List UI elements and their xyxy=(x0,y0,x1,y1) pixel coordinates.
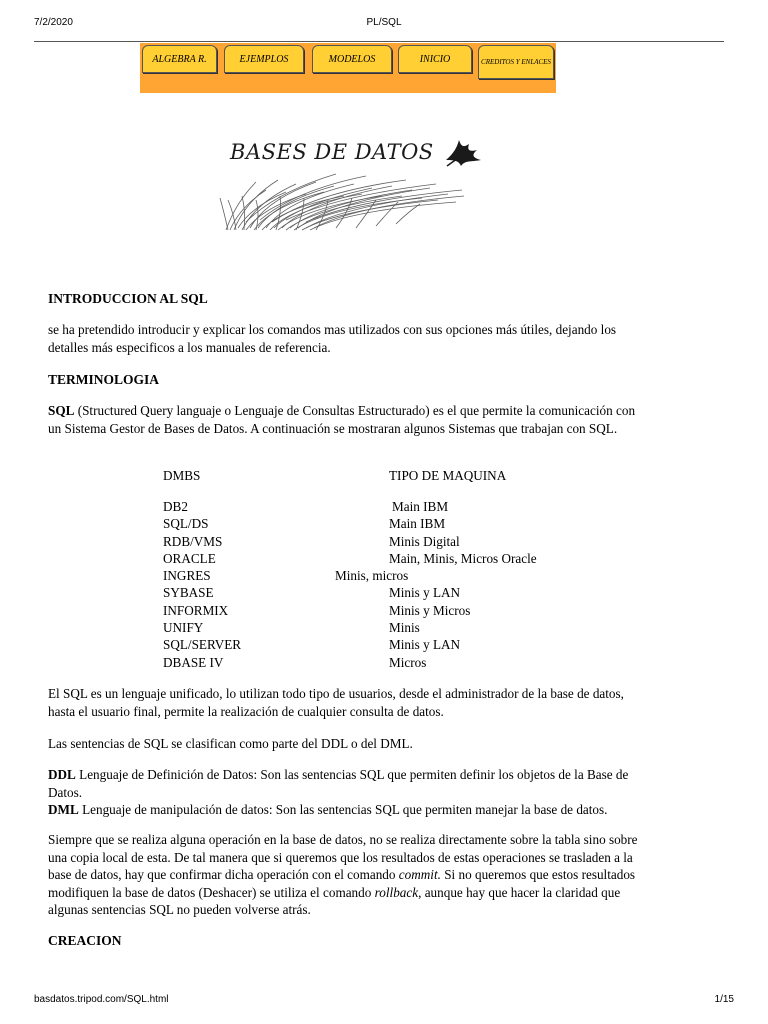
table-row xyxy=(163,619,643,636)
ddl-term: DDL xyxy=(48,767,76,782)
tab-algebra[interactable] xyxy=(142,45,217,73)
cell-dbms: UNIFY xyxy=(163,620,204,636)
tab-modelos[interactable] xyxy=(312,45,392,73)
cell-tipo: Minis Digital xyxy=(389,533,460,549)
commit-paragraph xyxy=(48,831,648,919)
cell-tipo: Main, Minis, Micros Oracle xyxy=(389,550,537,566)
table-row xyxy=(163,550,643,567)
cell-dbms: DB2 xyxy=(163,499,188,514)
cell-tipo: Minis y LAN xyxy=(389,637,461,653)
print-date: 7/2/2020 xyxy=(34,17,73,28)
header-rule xyxy=(34,41,724,42)
table-row xyxy=(163,602,643,619)
tab-label: MODELOS xyxy=(328,53,376,65)
sql-paragraph xyxy=(48,402,648,437)
cell-tipo: Main IBM xyxy=(389,516,446,532)
unified-paragraph: El SQL es un lenguaje unificado, lo utilizan todo tipo de usuarios, desde el administrador de la base de datos, hasta el usuario final, permite la realización de cualquier consulta de datos. xyxy=(48,686,624,719)
table-row xyxy=(163,498,643,515)
tab-inicio[interactable] xyxy=(398,45,472,73)
table-row xyxy=(163,515,643,532)
footer-url: basdatos.tripod.com/SQL.html xyxy=(34,994,169,1005)
heading-creacion: CREACION xyxy=(48,933,122,948)
col-header-dbms: DMBS xyxy=(163,468,201,483)
cell-dbms: ORACLE xyxy=(163,550,216,566)
print-title: PL/SQL xyxy=(366,17,402,28)
cell-tipo: Minis y Micros xyxy=(389,602,471,618)
cell-tipo: Main IBM xyxy=(392,499,449,514)
nav-bar xyxy=(140,43,556,93)
sql-term: SQL xyxy=(48,403,75,418)
print-header xyxy=(0,0,768,30)
tab-creditos[interactable] xyxy=(478,45,554,79)
tab-label: INICIO xyxy=(419,53,451,65)
cell-dbms: SQL/SERVER xyxy=(163,637,242,653)
cell-dbms: RDB/VMS xyxy=(163,533,223,549)
cell-tipo: Minis, micros xyxy=(335,568,409,584)
table-row xyxy=(163,533,643,550)
tab-label: EJEMPLOS xyxy=(239,53,289,65)
cell-dbms: SYBASE xyxy=(163,585,214,601)
commit-text-3: , aunque hay que hacer la claridad que algunas sentencias SQL no pueden volverse atrás. xyxy=(48,884,621,917)
ddl-dml-paragraph xyxy=(48,766,648,819)
page-number: 1/15 xyxy=(714,994,734,1005)
cell-tipo: Minis y LAN xyxy=(389,585,461,601)
table-header-row xyxy=(163,467,643,498)
cell-dbms: SQL/DS xyxy=(163,516,209,532)
cell-dbms: DBASE IV xyxy=(163,654,224,670)
commit-text-1: Siempre que se realiza alguna operación en la base de datos, no se realiza directamente sobre la tabla sino sobre una copia local de esta. De tal manera que si queremos que los resultados de estas operaciones se trasladen a la base de datos, hay que confirmar dicha operación con el comando xyxy=(48,832,638,882)
heading-introduccion: INTRODUCCION AL SQL xyxy=(48,291,208,306)
col-header-tipo: TIPO DE MAQUINA xyxy=(389,468,507,483)
site-logo xyxy=(228,132,498,232)
sql-definition: (Structured Query languaje o Lenguaje de Consultas Estructurado) es el que permite la comunicación con un Sistema Gestor de Bases de Datos. A continuación se mostraran algunos Sistemas que trabajan con SQL. xyxy=(48,403,636,436)
dbms-table xyxy=(163,467,643,671)
cell-dbms: INFORMIX xyxy=(163,602,229,618)
table-row xyxy=(163,636,643,653)
intro-paragraph: se ha pretendido introducir y explicar los comandos mas utilizados con sus opciones más útiles, dejando los detalles más especificos a los manuales de referencia. xyxy=(48,322,617,355)
table-row xyxy=(163,567,643,584)
tab-ejemplos[interactable] xyxy=(224,45,304,73)
heading-terminologia: TERMINOLOGIA xyxy=(48,372,160,387)
table-row xyxy=(163,654,643,671)
logo-title: BASES DE DATOS xyxy=(230,140,434,164)
commit-text-2: Si no queremos que estos resultados modifiquen la base de datos (Deshacer) se utiliza el comando xyxy=(48,867,636,900)
tab-label: ALGEBRA R. xyxy=(152,53,207,65)
cell-tipo: Micros xyxy=(389,654,427,670)
grass-illustration xyxy=(216,162,476,232)
classify-paragraph: Las sentencias de SQL se clasifican como parte del DDL o del DML. xyxy=(48,736,413,751)
dml-definition: Lenguaje de manipulación de datos: Son las sentencias SQL que permiten manejar la base de datos. xyxy=(78,802,608,817)
dml-term: DML xyxy=(48,802,79,817)
ddl-definition: Lenguaje de Definición de Datos: Son las sentencias SQL que permiten definir los objetos de la Base de Datos. xyxy=(48,767,629,800)
table-row xyxy=(163,584,643,601)
tab-label: CREDITOS Y ENLACES xyxy=(481,57,551,66)
cell-dbms: INGRES xyxy=(163,568,211,584)
commit-command: commit. xyxy=(398,867,441,882)
rollback-command: rollback xyxy=(374,884,419,900)
cell-tipo: Minis xyxy=(389,620,420,636)
